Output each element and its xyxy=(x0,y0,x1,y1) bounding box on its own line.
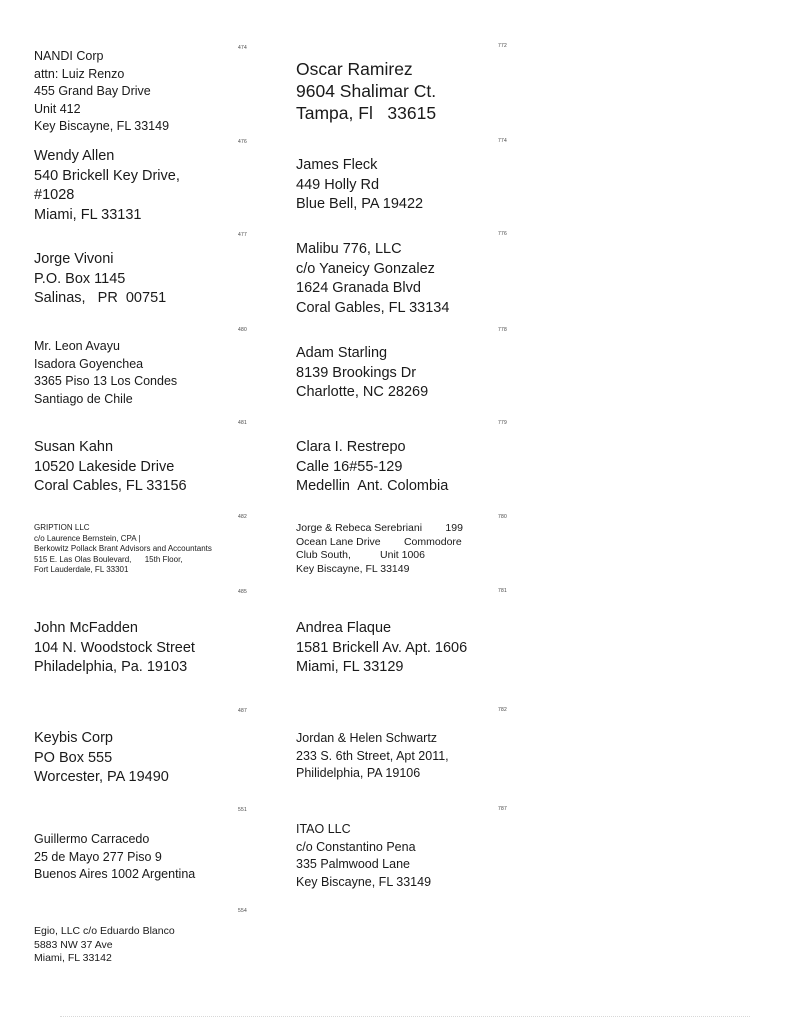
address-line: 5883 NW 37 Ave xyxy=(34,938,113,951)
recipient-name: Egio, LLC c/o Eduardo Blanco xyxy=(34,925,175,937)
address-line: Calle 16#55-129 xyxy=(296,458,403,475)
address-line: Key Biscayne, FL 33149 xyxy=(296,874,432,889)
address-line: 515 E. Las Olas Boulevard, 15th Floor, xyxy=(34,554,183,564)
label-number: 474 xyxy=(238,45,247,51)
label-number: 772 xyxy=(498,43,507,49)
label-number: 481 xyxy=(238,420,247,426)
label-number: 485 xyxy=(238,589,247,595)
address-label xyxy=(34,250,166,309)
recipient-name: James Fleck xyxy=(296,157,378,173)
recipient-name: Jorge & Rebeca Serebriani 199 xyxy=(296,522,463,534)
address-line: Blue Bell, PA 19422 xyxy=(296,196,424,212)
label-number: 782 xyxy=(498,707,507,713)
address-label xyxy=(296,821,431,891)
address-line: Medellin Ant. Colombia xyxy=(296,478,449,494)
address-label xyxy=(34,48,169,136)
address-line: Philidelphia, PA 19106 xyxy=(296,766,421,780)
address-line: 335 Palmwood Lane xyxy=(296,857,410,871)
address-line: 3365 Piso 13 Los Condes xyxy=(34,374,178,388)
address-line: 104 N. Woodstock Street xyxy=(34,639,195,656)
address-label xyxy=(34,619,195,678)
address-label xyxy=(296,522,463,576)
address-line: 455 Grand Bay Drive xyxy=(34,84,151,98)
address-label xyxy=(34,925,175,966)
recipient-name: Susan Kahn xyxy=(34,439,114,455)
recipient-name: ITAO LLC xyxy=(296,822,351,836)
address-line: Key Biscayne, FL 33149 xyxy=(296,562,410,575)
label-number: 780 xyxy=(498,514,507,520)
address-line: 9604 Shalimar Ct. xyxy=(296,81,437,101)
label-number: 477 xyxy=(238,232,247,238)
address-line: Buenos Aires 1002 Argentina xyxy=(34,867,196,881)
label-number: 551 xyxy=(238,807,247,813)
recipient-name: Clara I. Restrepo xyxy=(296,439,406,455)
recipient-name: Guillermo Carracedo xyxy=(34,832,150,846)
address-label xyxy=(296,344,428,403)
address-line: Miami, FL 33142 xyxy=(34,952,112,964)
address-line: Fort Lauderdale, FL 33301 xyxy=(34,565,129,574)
address-label xyxy=(34,831,195,884)
label-number: 482 xyxy=(238,514,247,520)
address-line: 10520 Lakeside Drive xyxy=(34,458,175,475)
address-label xyxy=(34,338,177,408)
address-line: Tampa, Fl 33615 xyxy=(296,103,437,123)
recipient-name: Mr. Leon Avayu xyxy=(34,339,120,353)
address-line: 1581 Brickell Av. Apt. 1606 xyxy=(296,639,468,656)
address-line: Coral Gables, FL 33134 xyxy=(296,299,450,316)
label-number: 781 xyxy=(498,588,507,594)
address-line: c/o Laurence Bernstein, CPA | xyxy=(34,533,141,543)
address-line: c/o Constantino Pena xyxy=(296,839,416,854)
recipient-name: Malibu 776, LLC xyxy=(296,241,402,257)
address-label xyxy=(296,240,449,318)
address-label xyxy=(296,58,436,124)
address-line: #1028 xyxy=(34,187,75,203)
address-label xyxy=(296,619,467,678)
label-number: 787 xyxy=(498,806,507,812)
address-label xyxy=(296,156,423,215)
address-line: Charlotte, NC 28269 xyxy=(296,384,429,400)
address-line: Santiago de Chile xyxy=(34,391,133,406)
recipient-name: Keybis Corp xyxy=(34,730,113,746)
recipient-name: Andrea Flaque xyxy=(296,620,392,636)
address-line: Ocean Lane Drive Commodore xyxy=(296,535,462,548)
address-line: Berkowitz Pollack Brant Advisors and Accountants xyxy=(34,544,212,553)
address-line: Worcester, PA 19490 xyxy=(34,769,169,785)
address-line: Key Biscayne, FL 33149 xyxy=(34,119,170,133)
address-line: Salinas, PR 00751 xyxy=(34,290,167,306)
page-bottom-rule xyxy=(60,1016,750,1017)
address-line: Miami, FL 33131 xyxy=(34,206,142,223)
label-number: 779 xyxy=(498,420,507,426)
address-line: attn: Luiz Renzo xyxy=(34,66,125,81)
recipient-name: Wendy Allen xyxy=(34,148,115,164)
address-label xyxy=(34,147,180,225)
address-line: Club South, Unit 1006 xyxy=(296,549,425,561)
address-line: 8139 Brookings Dr xyxy=(296,364,417,381)
address-line: Miami, FL 33129 xyxy=(296,659,404,675)
label-number: 487 xyxy=(238,708,247,714)
address-label xyxy=(34,523,212,576)
address-line: Unit 412 xyxy=(34,101,81,116)
label-number: 778 xyxy=(498,327,507,333)
recipient-name: Adam Starling xyxy=(296,345,388,361)
label-number: 774 xyxy=(498,138,507,144)
recipient-name: Jordan & Helen Schwartz xyxy=(296,731,438,745)
address-label xyxy=(296,438,448,497)
address-line: 540 Brickell Key Drive, xyxy=(34,167,180,184)
address-label xyxy=(34,729,169,788)
address-line: Isadora Goyenchea xyxy=(34,356,144,371)
address-line: Philadelphia, Pa. 19103 xyxy=(34,659,188,675)
address-line: PO Box 555 xyxy=(34,749,113,766)
address-line: 233 S. 6th Street, Apt 2011, xyxy=(296,748,449,763)
label-number: 776 xyxy=(498,231,507,237)
recipient-name: Jorge Vivoni xyxy=(34,251,114,267)
address-line: c/o Yaneicy Gonzalez xyxy=(296,260,435,277)
recipient-name: Oscar Ramirez xyxy=(296,59,413,79)
recipient-name: NANDI Corp xyxy=(34,49,104,63)
recipient-name: GRIPTION LLC xyxy=(34,523,90,532)
label-number: 554 xyxy=(238,908,247,914)
label-number: 480 xyxy=(238,327,247,333)
address-line: 1624 Granada Blvd xyxy=(296,280,421,296)
label-number: 476 xyxy=(238,139,247,145)
address-line: 449 Holly Rd xyxy=(296,176,380,193)
address-line: P.O. Box 1145 xyxy=(34,270,126,287)
address-label xyxy=(296,730,449,783)
address-label xyxy=(34,438,187,497)
recipient-name: John McFadden xyxy=(34,620,138,636)
address-line: 25 de Mayo 277 Piso 9 xyxy=(34,849,162,864)
address-line: Coral Cables, FL 33156 xyxy=(34,478,187,494)
